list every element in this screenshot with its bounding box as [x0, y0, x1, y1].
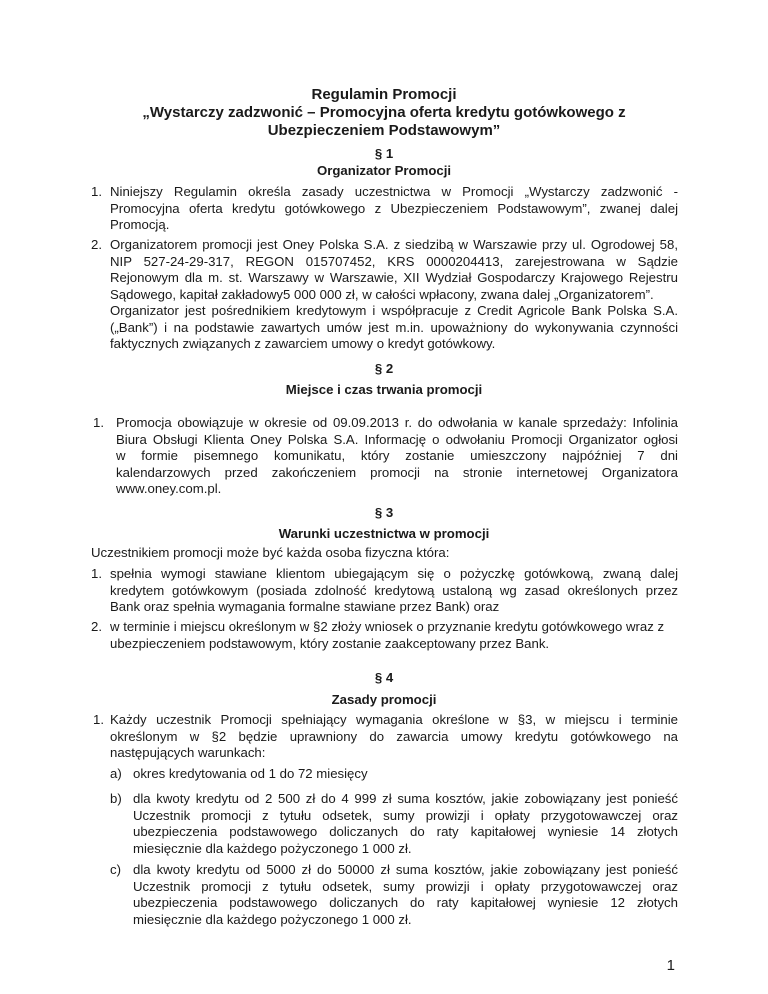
text-line: Uczestnik promocji z tytułu odsetek, sumy prowizji i opłaty przygotowawczej oraz [133, 878, 678, 894]
text-line: Promocją. [110, 217, 170, 232]
text-line: Organizator jest pośrednikiem kredytowym i współpracuje z Credit Agricole Bank Polska S.A. [110, 303, 678, 318]
text-line: kalendarzowych przed zakończeniem promocji na stronie internetowej Organizatora [116, 464, 678, 480]
sublist-item [133, 862, 678, 928]
text-line: Promocyjna oferta kredytu gotówkowego z Ubezpieczeniem Podstawowym”, zwanej dalej [110, 200, 678, 216]
text-line: Uczestnik promocji z tytułu odsetek, sumy prowizji i opłaty przygotowawczej oraz [133, 807, 678, 823]
list-item [110, 237, 678, 353]
section-number: § 2 [374, 361, 394, 376]
section-heading: Zasady promocji [331, 692, 437, 707]
text-line: spełnia wymogi stawiane klientom ubiegającym się o pożyczkę gotówkową, zwaną dalej [110, 566, 678, 581]
sublist-marker: a) [110, 766, 122, 781]
text-line: www.oney.com.pl. [116, 481, 222, 496]
text-line: dla kwoty kredytu od 2 500 zł do 4 999 zł suma kosztów, jakie zobowiązany jest ponieść [133, 791, 678, 806]
text-line: ubezpieczenia podstawowego doliczanych do raty kapitałowej wyniesie 14 złotych [133, 824, 678, 839]
list-marker: 1. [91, 184, 102, 199]
sublist-item [133, 766, 678, 783]
title-line: Ubezpieczeniem Podstawowym” [267, 122, 501, 139]
text-line: miesięcznie dla każdego pożyczonego 1 000 zł. [133, 840, 412, 856]
section-number: § 4 [374, 670, 394, 685]
text-line: Promocja obowiązuje w okresie od 09.09.2013 r. do odwołania w kanale sprzedaży: Infolinia [116, 415, 678, 430]
list-item [110, 619, 678, 652]
section-number: § 1 [374, 146, 394, 161]
page-number: 1 [666, 957, 675, 974]
text-line: miesięcznie dla każdego pożyczonego 1 000 zł. [133, 911, 412, 927]
sublist-marker: b) [110, 791, 122, 806]
title-line: „Wystarczy zadzwonić – Promocyjna oferta kredytu gotówkowego z [142, 104, 626, 121]
list-item [116, 415, 678, 498]
sublist-item [133, 791, 678, 857]
title-line: Regulamin Promocji [311, 86, 457, 103]
list-marker: 1. [93, 712, 104, 727]
list-item [110, 566, 678, 616]
text-line: określonym w §2 będzie uprawniony do zawarcia umowy kredytu gotówkowego na [110, 728, 678, 744]
text-line: Bank oraz spełnia wymagania formalne stawiane przez Bank) oraz [110, 599, 500, 614]
section-intro: Uczestnikiem promocji może być każda osoba fizyczna która: [91, 545, 450, 560]
sublist-marker: c) [110, 862, 121, 877]
section-heading: Organizator Promocji [316, 163, 452, 178]
text-line: („Bank”) i na podstawie zawartych umów jest m.in. upoważniony do wykonywania czynności [110, 319, 678, 335]
document-title [0, 86, 768, 140]
text-line: następujących warunkach: [110, 745, 266, 760]
text-line: NIP 527-24-29-317, REGON 015707452, KRS 0000204413, zarejestrowana w Sądzie [110, 253, 678, 269]
list-item [110, 712, 678, 762]
list-item [110, 184, 678, 234]
list-marker: 1. [93, 415, 104, 430]
text-line: ubezpieczenia podstawowego doliczanych do raty kapitałowej wyniesie 12 złotych [133, 895, 678, 910]
list-marker: 1. [91, 566, 102, 581]
section-number: § 3 [374, 505, 394, 520]
list-marker: 2. [91, 619, 102, 634]
text-line: faktycznych związanych z zawarciem umowy o kredyt gotówkowy. [110, 336, 496, 351]
text-line: kredytem gotówkowym (posiada zdolność kredytową ustaloną wg zasad określonych przez [110, 582, 678, 598]
section-heading: Miejsce i czas trwania promocji [285, 382, 483, 397]
text-line: Rejonowym dla m. st. Warszawy w Warszawie, XII Wydział Gospodarczy Krajowego Rejestru [110, 270, 678, 285]
text-line: Biura Obsługi Klienta Oney Polska S.A. Informację o odwołaniu Promocji Organizator ogłosi [116, 431, 678, 447]
text-line: okres kredytowania od 1 do 72 miesięcy [133, 766, 368, 781]
text-line: dla kwoty kredytu od 5000 zł do 50000 zł suma kosztów, jakie zobowiązany jest ponieść [133, 862, 678, 877]
text-line: Każdy uczestnik Promocji spełniający wymagania określone w §3, w miejscu i terminie [110, 712, 678, 727]
text-line: Niniejszy Regulamin określa zasady uczestnictwa w Promocji „Wystarczy zadzwonić - [110, 184, 678, 199]
text-line: ubezpieczeniem podstawowym, który zostanie zaakceptowany przez Bank. [110, 635, 550, 651]
text-line: w formie pisemnego komunikatu, który zostanie umieszczony najpóźniej 7 dni [116, 448, 678, 463]
text-line: Sądowego, kapitał zakładowy5 000 000 zł, w całości wpłacony, zwana dalej „Organizatorem”. [110, 286, 654, 302]
text-line: w terminie i miejscu określonym w §2 złoży wniosek o przyznanie kredytu gotówkowego wraz z [110, 619, 665, 634]
text-line: Organizatorem promocji jest Oney Polska S.A. z siedzibą w Warszawie przy ul. Ogrodowej 58, [110, 237, 678, 252]
section-heading: Warunki uczestnictwa w promocji [278, 526, 490, 541]
list-marker: 2. [91, 237, 102, 252]
